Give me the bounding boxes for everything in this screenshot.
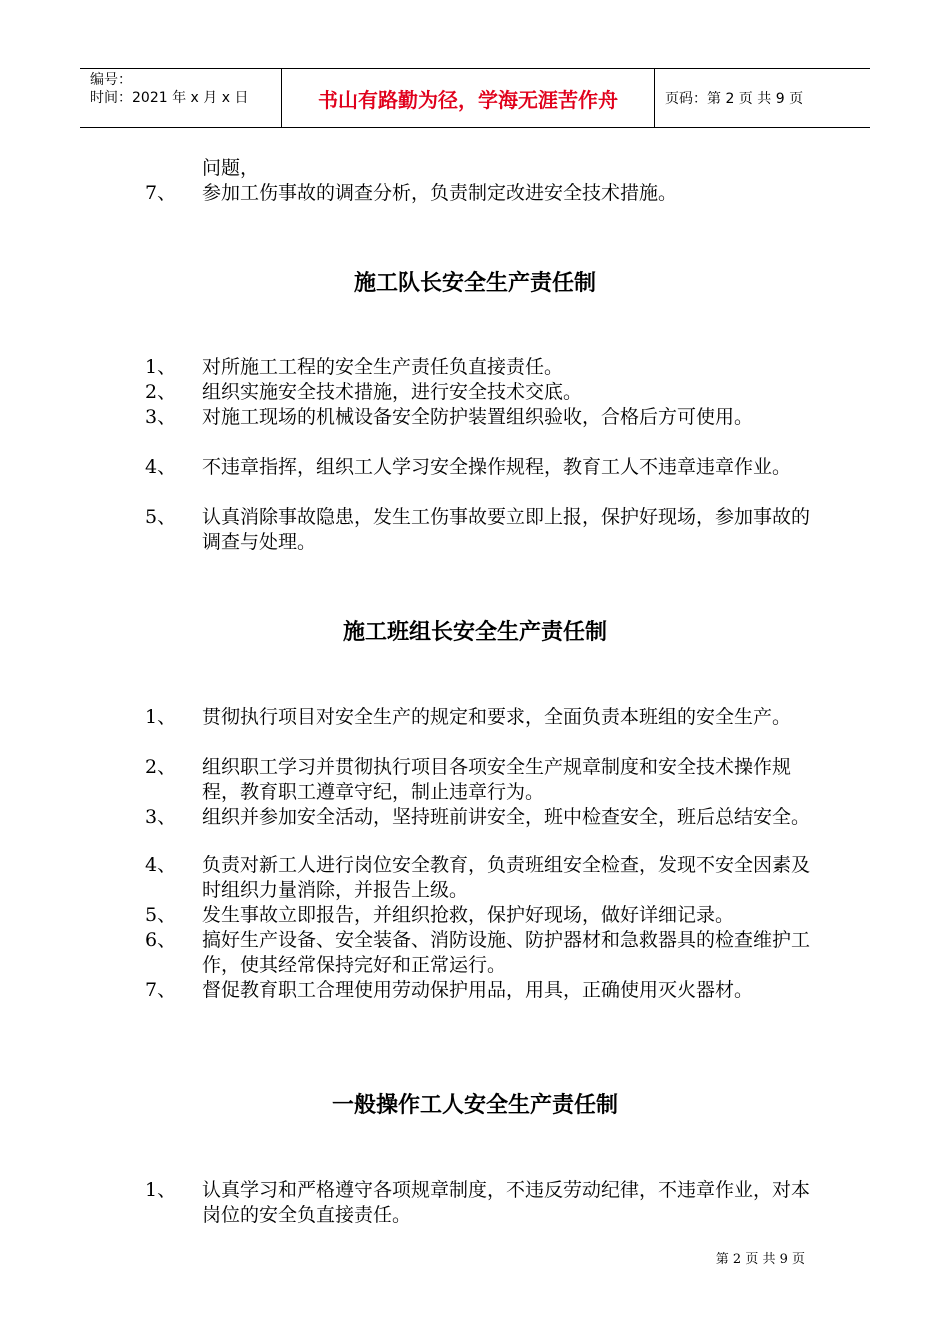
- header-motto: 书山有路勤为径，学海无涯苦作舟: [282, 69, 655, 127]
- item-text: 组织职工学习并贯彻执行项目各项安全生产规章制度和安全技术操作规程，教育职工遵章守纪，制止违章行为。: [202, 756, 792, 803]
- header-page: 页码：第 2 页 共 9 页: [665, 91, 804, 107]
- item-text: 参加工伤事故的调查分析，负责制定改进安全技术措施。: [202, 182, 678, 204]
- page-footer: 第 2 页 共 9 页: [715, 1252, 805, 1267]
- section-title: 一般操作工人安全生产责任制: [331, 1093, 618, 1118]
- item-text: 组织并参加安全活动，坚持班前讲安全，班中检查安全，班后总结安全。: [202, 806, 811, 828]
- list-item: [145, 455, 815, 480]
- item-number: 4、: [145, 854, 177, 876]
- item-text: 认真消除事故隐患，发生工伤事故要立即上报，保护好现场，参加事故的调查与处理。: [202, 506, 811, 553]
- list-item: [145, 181, 815, 206]
- item-number: 6、: [145, 929, 177, 951]
- item-text: 组织实施安全技术措施，进行安全技术交底。: [202, 381, 583, 403]
- list-item: [145, 978, 815, 1003]
- list-item: [145, 505, 815, 555]
- continuation-text: 问题，: [202, 157, 260, 179]
- item-text: 对所施工工程的安全生产责任负直接责任。: [202, 356, 564, 378]
- item-number: 2、: [145, 381, 177, 403]
- item-number: 7、: [145, 182, 177, 204]
- header-number: 编号：: [90, 72, 132, 88]
- page-header: [80, 68, 870, 128]
- item-text: 搞好生产设备、安全装备、消防设施、防护器材和急救器具的检查维护工作，使其经常保持完好和正常运行。: [202, 929, 811, 976]
- item-text: 贯彻执行项目对安全生产的规定和要求，全面负责本班组的安全生产。: [202, 706, 792, 728]
- item-number: 5、: [145, 506, 177, 528]
- header-date: 时间：2021 年 x 月 x 日: [90, 90, 249, 106]
- item-text: 负责对新工人进行岗位安全教育，负责班组安全检查，发现不安全因素及时组织力量消除，并报告上级。: [202, 854, 811, 901]
- list-item: [145, 1178, 815, 1228]
- item-text: 发生事故立即报告，并组织抢救，保护好现场，做好详细记录。: [202, 904, 735, 926]
- item-number: 1、: [145, 1179, 177, 1201]
- item-number: 7、: [145, 979, 177, 1001]
- item-number: 5、: [145, 904, 177, 926]
- list-item: [145, 755, 815, 805]
- item-number: 1、: [145, 356, 177, 378]
- item-text: 督促教育职工合理使用劳动保护用品，用具，正确使用灭火器材。: [202, 979, 754, 1001]
- item-text: 对施工现场的机械设备安全防护装置组织验收，合格后方可使用。: [202, 406, 754, 428]
- list-item: [145, 380, 815, 405]
- list-item: [145, 405, 815, 430]
- list-item: [145, 928, 815, 978]
- list-item: [145, 853, 815, 903]
- header-meta: [80, 69, 282, 127]
- section-title: 施工班组长安全生产责任制: [342, 620, 607, 645]
- section-title: 施工队长安全生产责任制: [353, 271, 596, 296]
- item-number: 4、: [145, 456, 177, 478]
- list-item: [145, 355, 815, 380]
- item-number: 3、: [145, 406, 177, 428]
- item-text: 不违章指挥，组织工人学习安全操作规程，教育工人不违章违章作业。: [202, 456, 792, 478]
- item-number: 2、: [145, 756, 177, 778]
- item-number: 1、: [145, 706, 177, 728]
- list-item: [145, 705, 815, 730]
- item-number: 3、: [145, 806, 177, 828]
- item-text: 认真学习和严格遵守各项规章制度，不违反劳动纪律，不违章作业，对本岗位的安全负直接责任。: [202, 1179, 811, 1226]
- list-item: [145, 903, 815, 928]
- list-item: [145, 805, 815, 830]
